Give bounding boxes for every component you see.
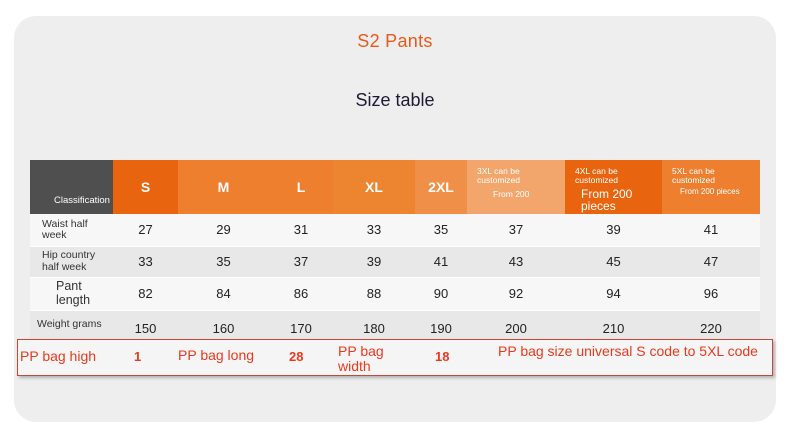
table-cell: 94 bbox=[565, 277, 662, 310]
table-cell: 220 bbox=[662, 310, 760, 340]
table-cell: 41 bbox=[415, 246, 467, 277]
header-4xl-note-bottom: From 200 pieces bbox=[581, 186, 633, 214]
size-table-title: Size table bbox=[355, 90, 435, 110]
table-cell: 37 bbox=[269, 246, 333, 277]
header-row bbox=[30, 160, 760, 214]
table-cell: 86 bbox=[269, 277, 333, 310]
table-cell: 180 bbox=[333, 310, 415, 340]
table-cell: 160 bbox=[178, 310, 269, 340]
header-3xl-note-bottom: From 200 bbox=[493, 188, 530, 199]
table-cell: 29 bbox=[178, 214, 269, 246]
size-table bbox=[30, 160, 760, 341]
table-cell: 200 bbox=[467, 310, 565, 340]
table-cell: 33 bbox=[113, 246, 178, 277]
header-5xl-custom-note bbox=[662, 160, 760, 214]
pp-bag-size-note: PP bag size universal S code to 5XL code bbox=[498, 343, 758, 359]
table-cell: 82 bbox=[113, 277, 178, 310]
pp-bag-high-label: PP bag high bbox=[20, 348, 97, 364]
table-row-waist bbox=[30, 214, 760, 246]
table-cell: 84 bbox=[178, 277, 269, 310]
corner-cell-classification: Classification bbox=[30, 160, 113, 214]
header-3xl-note-top: 3XL can be customized bbox=[477, 166, 520, 185]
table-row-hip bbox=[30, 246, 760, 277]
header-5xl-note-top: 5XL can be customized bbox=[672, 166, 715, 185]
pp-bag-width-label: PP bag width bbox=[338, 343, 384, 374]
table-cell: 150 bbox=[113, 310, 178, 340]
table-cell: 33 bbox=[333, 214, 415, 246]
table-cell: 37 bbox=[467, 214, 565, 246]
table-cell: 39 bbox=[565, 214, 662, 246]
pp-bag-high-value: 1 bbox=[134, 349, 142, 364]
table-row-pant-length bbox=[30, 277, 760, 310]
header-size-l: L bbox=[269, 160, 333, 214]
header-4xl-custom-note bbox=[565, 160, 662, 214]
table-cell: 35 bbox=[178, 246, 269, 277]
header-3xl-custom-note bbox=[467, 160, 565, 214]
table-cell: 45 bbox=[565, 246, 662, 277]
row-label-pant-length: Pant length bbox=[30, 277, 113, 310]
table-cell: 47 bbox=[662, 246, 760, 277]
product-title: S2 Pants bbox=[357, 31, 433, 51]
header-5xl-note-bottom: From 200 pieces bbox=[680, 186, 740, 196]
table-cell: 27 bbox=[113, 214, 178, 246]
row-label-weight: Weight grams bbox=[30, 310, 113, 340]
pp-bag-long-label: PP bag long bbox=[178, 347, 255, 363]
header-size-xl: XL bbox=[333, 160, 415, 214]
table-cell: 43 bbox=[467, 246, 565, 277]
table-cell: 41 bbox=[662, 214, 760, 246]
header-4xl-note-top: 4XL can be customized bbox=[575, 166, 618, 185]
table-cell: 210 bbox=[565, 310, 662, 340]
header-size-m: M bbox=[178, 160, 269, 214]
table-cell: 170 bbox=[269, 310, 333, 340]
table-cell: 31 bbox=[269, 214, 333, 246]
table-cell: 92 bbox=[467, 277, 565, 310]
row-label-hip: Hip country half week bbox=[30, 246, 113, 277]
pp-bag-long-value: 28 bbox=[289, 349, 304, 364]
table-cell: 35 bbox=[415, 214, 467, 246]
row-label-waist: Waist half week bbox=[30, 214, 113, 246]
table-cell: 88 bbox=[333, 277, 415, 310]
pp-bag-info-box bbox=[17, 339, 773, 376]
table-row-weight bbox=[30, 310, 760, 340]
pp-bag-width-value: 18 bbox=[435, 349, 450, 364]
table-cell: 90 bbox=[415, 277, 467, 310]
header-size-s: S bbox=[113, 160, 178, 214]
table-cell: 39 bbox=[333, 246, 415, 277]
table-cell: 96 bbox=[662, 277, 760, 310]
table-cell: 190 bbox=[415, 310, 467, 340]
header-size-2xl: 2XL bbox=[415, 160, 467, 214]
